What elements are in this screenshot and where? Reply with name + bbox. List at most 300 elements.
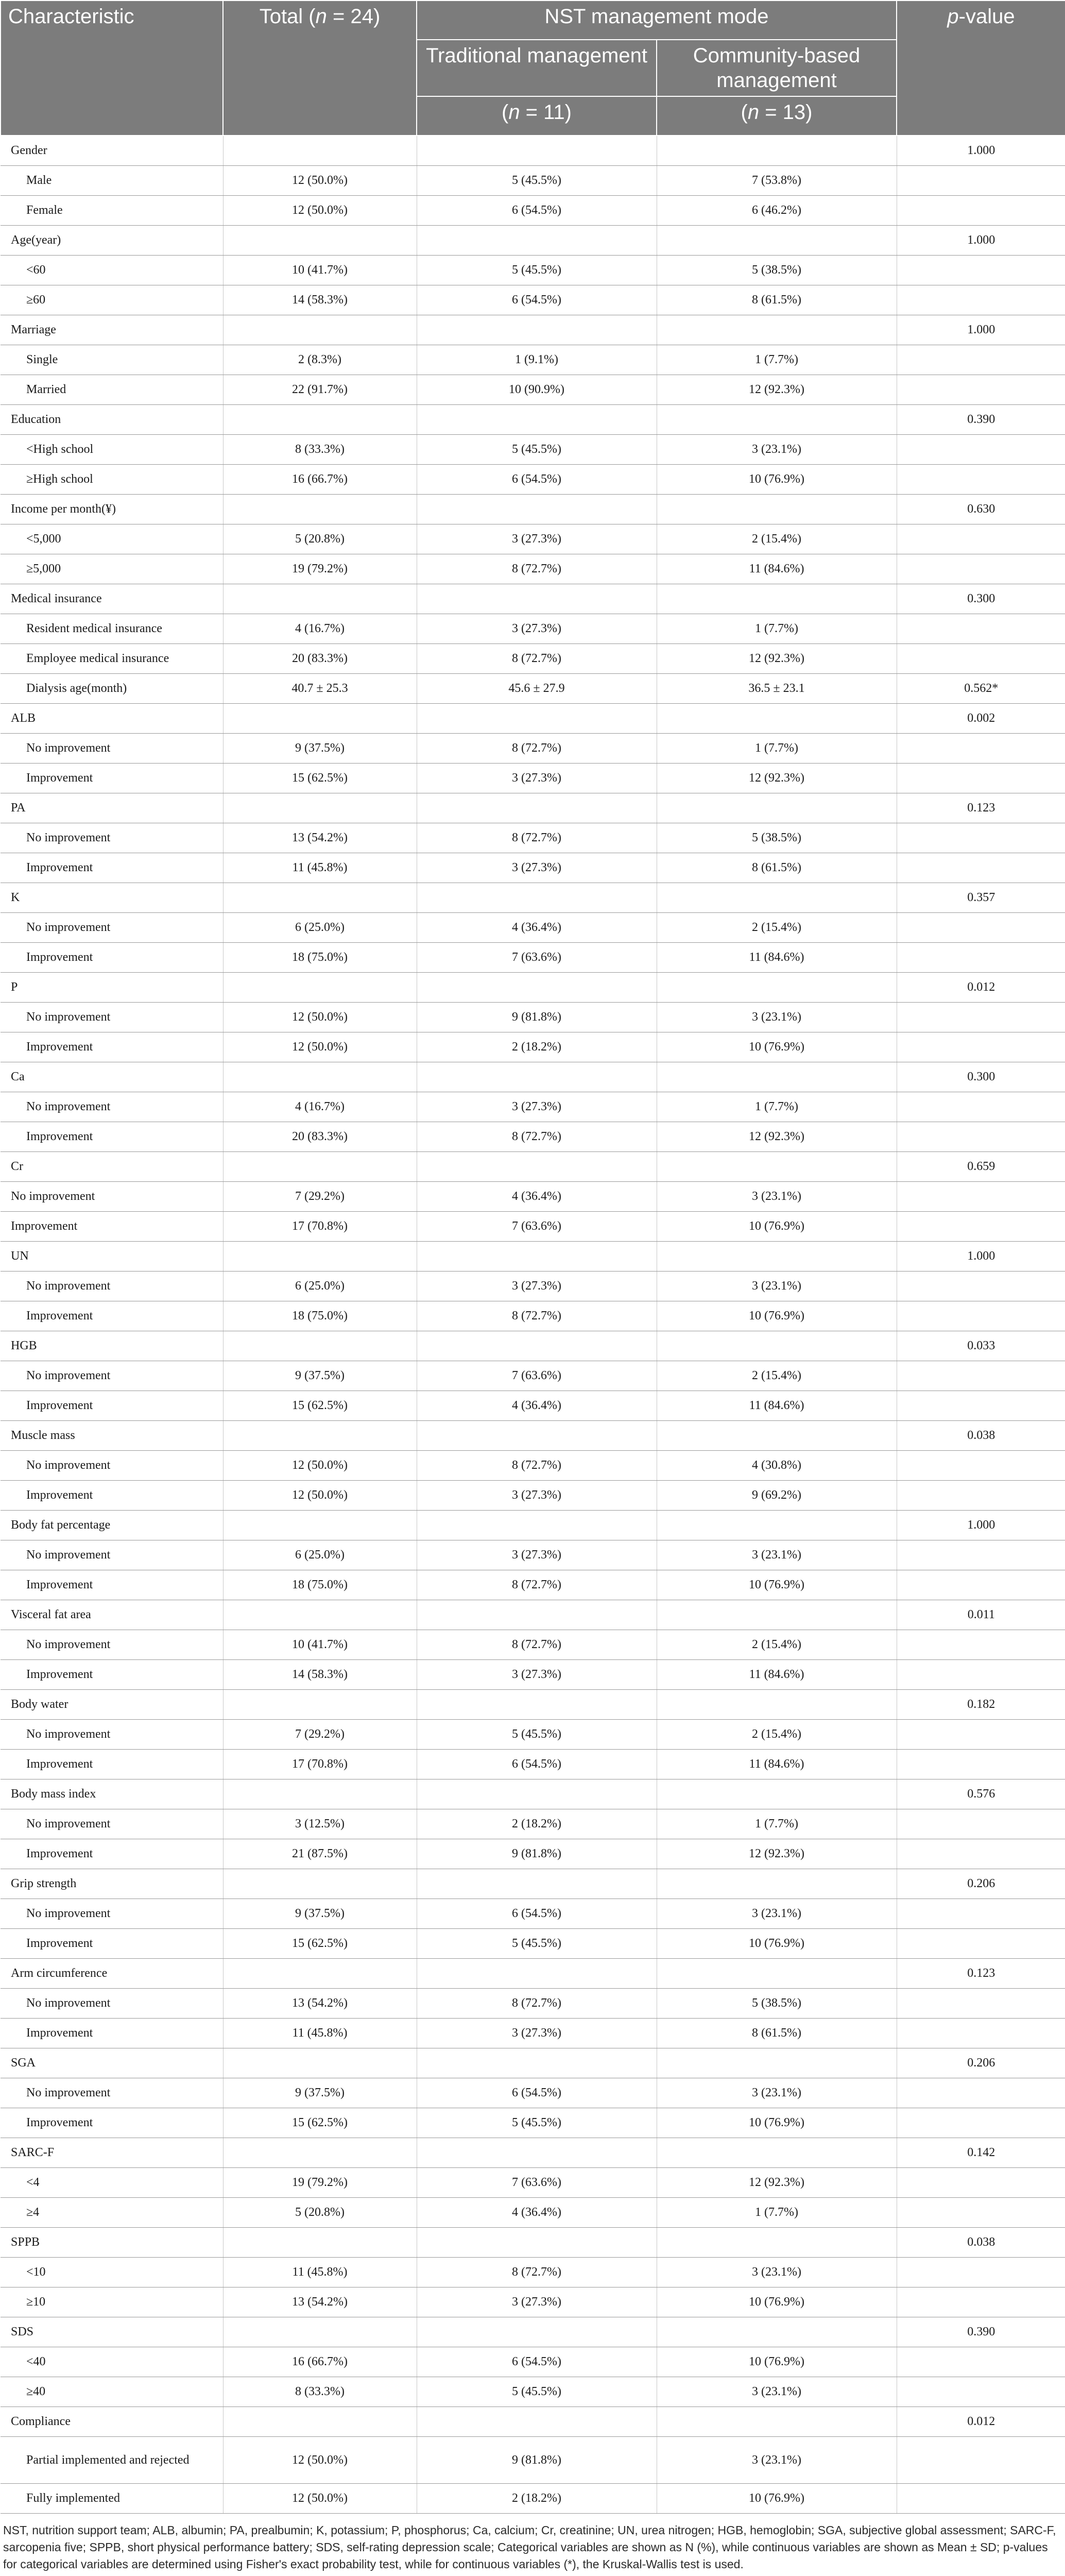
total-cell: 7 (29.2%)	[223, 1720, 417, 1750]
p-value-cell	[897, 196, 1065, 226]
table-row	[1, 1570, 1065, 1600]
p-value-cell	[897, 1660, 1065, 1690]
community-cell: 3 (23.1%)	[657, 1272, 897, 1301]
p-value-cell: 0.357	[897, 883, 1065, 913]
traditional-cell	[417, 1869, 657, 1899]
traditional-cell	[417, 495, 657, 524]
total-cell: 14 (58.3%)	[223, 285, 417, 315]
community-cell: 11 (84.6%)	[657, 1391, 897, 1421]
table-row	[1, 2048, 1065, 2078]
p-value-cell: 0.002	[897, 704, 1065, 734]
table-row	[1, 734, 1065, 764]
total-cell: 20 (83.3%)	[223, 644, 417, 674]
p-value-cell	[897, 1989, 1065, 2019]
table-row	[1, 1481, 1065, 1511]
traditional-cell: 7 (63.6%)	[417, 943, 657, 973]
community-cell	[657, 1511, 897, 1540]
traditional-cell: 7 (63.6%)	[417, 1361, 657, 1391]
table-row	[1, 1242, 1065, 1272]
traditional-cell: 8 (72.7%)	[417, 1301, 657, 1331]
table-row	[1, 1122, 1065, 1152]
p-value-cell	[897, 614, 1065, 644]
total-cell	[223, 2138, 417, 2168]
p-value-cell	[897, 1570, 1065, 1600]
row-label-cell: Body water	[1, 1690, 223, 1720]
community-cell	[657, 2228, 897, 2258]
community-cell: 2 (15.4%)	[657, 1720, 897, 1750]
traditional-cell	[417, 2138, 657, 2168]
table-row	[1, 704, 1065, 734]
p-value-cell	[897, 2287, 1065, 2317]
p-value-cell	[897, 465, 1065, 495]
p-value-cell: 0.033	[897, 1331, 1065, 1361]
traditional-cell	[417, 135, 657, 166]
row-label-cell: Improvement	[1, 1929, 223, 1959]
total-cell	[223, 973, 417, 1003]
traditional-cell: 8 (72.7%)	[417, 1630, 657, 1660]
p-value-cell	[897, 1092, 1065, 1122]
header-community-n: (n = 13)	[657, 96, 897, 135]
total-cell: 11 (45.8%)	[223, 2019, 417, 2048]
community-cell: 8 (61.5%)	[657, 853, 897, 883]
table-row	[1, 2078, 1065, 2108]
traditional-cell: 2 (18.2%)	[417, 1809, 657, 1839]
row-label-cell: Improvement	[1, 1301, 223, 1331]
p-value-cell: 0.011	[897, 1600, 1065, 1630]
p-value-cell: 1.000	[897, 1242, 1065, 1272]
community-cell: 2 (15.4%)	[657, 1361, 897, 1391]
community-cell: 8 (61.5%)	[657, 285, 897, 315]
community-cell: 10 (76.9%)	[657, 1929, 897, 1959]
traditional-cell: 3 (27.3%)	[417, 1540, 657, 1570]
community-cell	[657, 1062, 897, 1092]
total-cell	[223, 1959, 417, 1989]
row-label-cell: Medical insurance	[1, 584, 223, 614]
total-cell: 12 (50.0%)	[223, 196, 417, 226]
traditional-cell: 8 (72.7%)	[417, 823, 657, 853]
total-cell	[223, 315, 417, 345]
p-value-cell	[897, 524, 1065, 554]
community-cell: 10 (76.9%)	[657, 1301, 897, 1331]
traditional-cell: 2 (18.2%)	[417, 2484, 657, 2514]
p-value-cell	[897, 1122, 1065, 1152]
p-value-cell	[897, 1720, 1065, 1750]
p-value-cell	[897, 1839, 1065, 1869]
p-value-cell	[897, 2377, 1065, 2407]
row-label-cell: <4	[1, 2168, 223, 2198]
community-cell: 4 (30.8%)	[657, 1451, 897, 1481]
community-cell: 3 (23.1%)	[657, 1540, 897, 1570]
community-cell	[657, 2138, 897, 2168]
community-cell: 36.5 ± 23.1	[657, 674, 897, 704]
traditional-cell	[417, 1780, 657, 1809]
p-value-cell: 1.000	[897, 135, 1065, 166]
total-cell: 4 (16.7%)	[223, 614, 417, 644]
p-value-cell: 0.659	[897, 1152, 1065, 1182]
table-row	[1, 2019, 1065, 2048]
traditional-cell: 3 (27.3%)	[417, 764, 657, 793]
p-value-cell	[897, 823, 1065, 853]
community-cell: 10 (76.9%)	[657, 2484, 897, 2514]
community-cell	[657, 793, 897, 823]
community-cell: 1 (7.7%)	[657, 734, 897, 764]
row-label-cell: Improvement	[1, 1212, 223, 1242]
table-row	[1, 2258, 1065, 2287]
row-label-cell: No improvement	[1, 1092, 223, 1122]
total-cell: 3 (12.5%)	[223, 1809, 417, 1839]
total-cell: 6 (25.0%)	[223, 1272, 417, 1301]
p-value-cell	[897, 2168, 1065, 2198]
traditional-cell	[417, 973, 657, 1003]
community-cell	[657, 135, 897, 166]
total-cell	[223, 1421, 417, 1451]
traditional-cell: 3 (27.3%)	[417, 1272, 657, 1301]
total-cell: 10 (41.7%)	[223, 1630, 417, 1660]
row-label-cell: Improvement	[1, 764, 223, 793]
traditional-cell: 8 (72.7%)	[417, 644, 657, 674]
traditional-cell	[417, 1600, 657, 1630]
p-value-cell	[897, 1032, 1065, 1062]
community-cell: 2 (15.4%)	[657, 524, 897, 554]
community-cell	[657, 226, 897, 256]
traditional-cell: 6 (54.5%)	[417, 1750, 657, 1780]
table-row	[1, 1989, 1065, 2019]
community-cell: 3 (23.1%)	[657, 1003, 897, 1032]
row-label-cell: Education	[1, 405, 223, 435]
p-value-cell: 0.206	[897, 2048, 1065, 2078]
table-row	[1, 166, 1065, 196]
p-value-cell	[897, 1481, 1065, 1511]
row-label-cell: <5,000	[1, 524, 223, 554]
community-cell: 3 (23.1%)	[657, 1182, 897, 1212]
table-row	[1, 495, 1065, 524]
community-cell: 3 (23.1%)	[657, 435, 897, 465]
total-cell: 9 (37.5%)	[223, 2078, 417, 2108]
community-cell: 2 (15.4%)	[657, 1630, 897, 1660]
community-cell: 10 (76.9%)	[657, 2347, 897, 2377]
p-value-cell	[897, 2198, 1065, 2228]
community-cell	[657, 883, 897, 913]
community-cell: 1 (7.7%)	[657, 1809, 897, 1839]
table-row	[1, 2138, 1065, 2168]
table-row	[1, 405, 1065, 435]
row-label-cell: Compliance	[1, 2407, 223, 2437]
p-value-cell	[897, 1899, 1065, 1929]
row-label-cell: ALB	[1, 704, 223, 734]
traditional-cell: 6 (54.5%)	[417, 1899, 657, 1929]
traditional-cell: 3 (27.3%)	[417, 2287, 657, 2317]
table-row	[1, 1331, 1065, 1361]
p-value-cell	[897, 913, 1065, 943]
total-cell: 2 (8.3%)	[223, 345, 417, 375]
row-label-cell: Improvement	[1, 1481, 223, 1511]
p-value-cell	[897, 1750, 1065, 1780]
row-label-cell: Improvement	[1, 1391, 223, 1421]
community-cell: 10 (76.9%)	[657, 2287, 897, 2317]
traditional-cell	[417, 226, 657, 256]
p-value-cell	[897, 1212, 1065, 1242]
table-row	[1, 1361, 1065, 1391]
header-community: Community-based management	[657, 40, 897, 96]
traditional-cell: 7 (63.6%)	[417, 2168, 657, 2198]
traditional-cell: 5 (45.5%)	[417, 256, 657, 285]
traditional-cell: 3 (27.3%)	[417, 1481, 657, 1511]
row-label-cell: SGA	[1, 2048, 223, 2078]
total-cell: 13 (54.2%)	[223, 823, 417, 853]
traditional-cell	[417, 315, 657, 345]
table-row	[1, 226, 1065, 256]
header-traditional: Traditional management	[417, 40, 657, 96]
table-row	[1, 764, 1065, 793]
row-label-cell: Improvement	[1, 853, 223, 883]
traditional-cell: 8 (72.7%)	[417, 1122, 657, 1152]
table-row	[1, 1780, 1065, 1809]
community-cell	[657, 584, 897, 614]
table-row	[1, 1062, 1065, 1092]
p-value-cell	[897, 2347, 1065, 2377]
traditional-cell	[417, 704, 657, 734]
community-cell: 5 (38.5%)	[657, 823, 897, 853]
community-cell	[657, 2407, 897, 2437]
total-cell	[223, 1152, 417, 1182]
p-value-cell	[897, 345, 1065, 375]
row-label-cell: SPPB	[1, 2228, 223, 2258]
row-label-cell: No improvement	[1, 1003, 223, 1032]
row-label-cell: Male	[1, 166, 223, 196]
traditional-cell: 4 (36.4%)	[417, 2198, 657, 2228]
row-label-cell: ≥60	[1, 285, 223, 315]
traditional-cell: 9 (81.8%)	[417, 1839, 657, 1869]
p-value-cell	[897, 853, 1065, 883]
row-label-cell: ≥5,000	[1, 554, 223, 584]
community-cell	[657, 1331, 897, 1361]
community-cell: 11 (84.6%)	[657, 943, 897, 973]
community-cell: 10 (76.9%)	[657, 1212, 897, 1242]
table-footnote: NST, nutrition support team; ALB, albumin; PA, prealbumin; K, potassium; P, phosphorus; Ca, calcium; Cr, creatinine; UN, urea nitrogen; HGB, hemoglobin; SGA, subjective global assessment; SARC-F, sarcopenia five; SPPB, short physical performance battery; SDS, self-rating depression scale; Categorical variables are shown as N (%), while continuous variables are shown as Mean ± SD; p-values for categorical variables are determined using Fisher's exact probability test, while for continuous variables (*), the Kruskal-Wallis test is used.	[3, 2523, 1056, 2571]
community-cell	[657, 315, 897, 345]
table-row	[1, 1421, 1065, 1451]
table-row	[1, 2108, 1065, 2138]
traditional-cell: 3 (27.3%)	[417, 1092, 657, 1122]
p-value-cell	[897, 1003, 1065, 1032]
row-label-cell: Muscle mass	[1, 1421, 223, 1451]
row-label-cell: SARC-F	[1, 2138, 223, 2168]
traditional-cell: 4 (36.4%)	[417, 1391, 657, 1421]
table-row	[1, 285, 1065, 315]
traditional-cell	[417, 2407, 657, 2437]
table-row	[1, 1301, 1065, 1331]
table-row	[1, 2377, 1065, 2407]
table-row	[1, 853, 1065, 883]
row-label-cell: Married	[1, 375, 223, 405]
total-cell: 12 (50.0%)	[223, 2437, 417, 2484]
row-label-cell: Improvement	[1, 1570, 223, 1600]
p-value-cell: 0.576	[897, 1780, 1065, 1809]
community-cell: 11 (84.6%)	[657, 554, 897, 584]
community-cell: 11 (84.6%)	[657, 1660, 897, 1690]
p-value-cell: 0.182	[897, 1690, 1065, 1720]
total-cell: 6 (25.0%)	[223, 913, 417, 943]
row-label-cell: Improvement	[1, 2019, 223, 2048]
row-label-cell: SDS	[1, 2317, 223, 2347]
traditional-cell: 8 (72.7%)	[417, 1570, 657, 1600]
table-row	[1, 1182, 1065, 1212]
row-label-cell: No improvement	[1, 1630, 223, 1660]
community-cell	[657, 1780, 897, 1809]
row-label-cell: PA	[1, 793, 223, 823]
table-row	[1, 1600, 1065, 1630]
p-value-cell	[897, 554, 1065, 584]
row-label-cell: <High school	[1, 435, 223, 465]
community-cell: 12 (92.3%)	[657, 764, 897, 793]
header-traditional-n: (n = 11)	[417, 96, 657, 135]
traditional-cell	[417, 1959, 657, 1989]
table-row	[1, 674, 1065, 704]
p-value-cell: 0.390	[897, 2317, 1065, 2347]
community-cell: 5 (38.5%)	[657, 1989, 897, 2019]
total-cell: 15 (62.5%)	[223, 764, 417, 793]
row-label-cell: No improvement	[1, 1361, 223, 1391]
table-row	[1, 1272, 1065, 1301]
community-cell	[657, 1959, 897, 1989]
traditional-cell: 1 (9.1%)	[417, 345, 657, 375]
row-label-cell: Resident medical insurance	[1, 614, 223, 644]
community-cell: 1 (7.7%)	[657, 2198, 897, 2228]
row-label-cell: Fully implemented	[1, 2484, 223, 2514]
community-cell: 11 (84.6%)	[657, 1750, 897, 1780]
traditional-cell: 5 (45.5%)	[417, 166, 657, 196]
community-cell: 3 (23.1%)	[657, 2258, 897, 2287]
header-nst-mode: NST management mode	[417, 1, 897, 40]
row-label-cell: No improvement	[1, 1182, 223, 1212]
p-value-cell: 0.206	[897, 1869, 1065, 1899]
p-value-cell	[897, 1301, 1065, 1331]
community-cell: 12 (92.3%)	[657, 2168, 897, 2198]
traditional-cell: 6 (54.5%)	[417, 285, 657, 315]
p-value-cell	[897, 1361, 1065, 1391]
total-cell: 18 (75.0%)	[223, 1301, 417, 1331]
table-row	[1, 883, 1065, 913]
row-label-cell: Improvement	[1, 1122, 223, 1152]
community-cell: 1 (7.7%)	[657, 1092, 897, 1122]
row-label-cell: Body fat percentage	[1, 1511, 223, 1540]
row-label-cell: Improvement	[1, 1660, 223, 1690]
total-cell: 9 (37.5%)	[223, 1899, 417, 1929]
row-label-cell: P	[1, 973, 223, 1003]
p-value-cell	[897, 1630, 1065, 1660]
traditional-cell: 5 (45.5%)	[417, 2108, 657, 2138]
traditional-cell	[417, 1421, 657, 1451]
table-row	[1, 2437, 1065, 2484]
table-row	[1, 584, 1065, 614]
traditional-cell	[417, 1331, 657, 1361]
total-cell	[223, 135, 417, 166]
p-value-cell	[897, 2437, 1065, 2484]
traditional-cell: 3 (27.3%)	[417, 524, 657, 554]
total-cell: 12 (50.0%)	[223, 1003, 417, 1032]
total-cell: 19 (79.2%)	[223, 2168, 417, 2198]
total-cell	[223, 2407, 417, 2437]
traditional-cell: 3 (27.3%)	[417, 1660, 657, 1690]
community-cell: 3 (23.1%)	[657, 2377, 897, 2407]
p-value-cell: 0.123	[897, 1959, 1065, 1989]
traditional-cell: 6 (54.5%)	[417, 2347, 657, 2377]
row-label-cell: UN	[1, 1242, 223, 1272]
total-cell	[223, 2228, 417, 2258]
traditional-cell: 8 (72.7%)	[417, 1989, 657, 2019]
traditional-cell: 9 (81.8%)	[417, 1003, 657, 1032]
total-cell: 19 (79.2%)	[223, 554, 417, 584]
total-cell	[223, 405, 417, 435]
row-label-cell: Marriage	[1, 315, 223, 345]
p-value-cell	[897, 644, 1065, 674]
table-row	[1, 435, 1065, 465]
traditional-cell: 5 (45.5%)	[417, 1929, 657, 1959]
table-row	[1, 2317, 1065, 2347]
table-body	[1, 135, 1065, 2514]
total-cell: 17 (70.8%)	[223, 1212, 417, 1242]
traditional-cell: 6 (54.5%)	[417, 2078, 657, 2108]
row-label-cell: Visceral fat area	[1, 1600, 223, 1630]
table-row	[1, 973, 1065, 1003]
row-label-cell: K	[1, 883, 223, 913]
total-cell	[223, 883, 417, 913]
row-label-cell: No improvement	[1, 1451, 223, 1481]
p-value-cell: 0.562*	[897, 674, 1065, 704]
table-row	[1, 196, 1065, 226]
table-row	[1, 315, 1065, 345]
traditional-cell: 4 (36.4%)	[417, 1182, 657, 1212]
table-row	[1, 1003, 1065, 1032]
row-label-cell: Grip strength	[1, 1869, 223, 1899]
total-cell: 7 (29.2%)	[223, 1182, 417, 1212]
p-value-cell	[897, 1391, 1065, 1421]
community-cell	[657, 1421, 897, 1451]
table-row	[1, 1690, 1065, 1720]
p-value-cell: 0.038	[897, 2228, 1065, 2258]
row-label-cell: Improvement	[1, 2108, 223, 2138]
row-label-cell: Single	[1, 345, 223, 375]
p-value-cell: 0.142	[897, 2138, 1065, 2168]
row-label-cell: HGB	[1, 1331, 223, 1361]
community-cell: 1 (7.7%)	[657, 614, 897, 644]
total-cell: 5 (20.8%)	[223, 2198, 417, 2228]
total-cell	[223, 1690, 417, 1720]
total-cell	[223, 1600, 417, 1630]
p-value-cell	[897, 943, 1065, 973]
row-label-cell: ≥4	[1, 2198, 223, 2228]
row-label-cell: ≥High school	[1, 465, 223, 495]
table-row	[1, 2407, 1065, 2437]
total-cell	[223, 1242, 417, 1272]
row-label-cell: Improvement	[1, 1032, 223, 1062]
p-value-cell	[897, 435, 1065, 465]
table-row	[1, 943, 1065, 973]
table-row	[1, 1451, 1065, 1481]
traditional-cell: 10 (90.9%)	[417, 375, 657, 405]
community-cell: 2 (15.4%)	[657, 913, 897, 943]
community-cell	[657, 2317, 897, 2347]
p-value-cell: 1.000	[897, 226, 1065, 256]
traditional-cell: 8 (72.7%)	[417, 554, 657, 584]
table-row	[1, 1540, 1065, 1570]
total-cell	[223, 1331, 417, 1361]
community-cell: 9 (69.2%)	[657, 1481, 897, 1511]
table-row	[1, 1391, 1065, 1421]
row-label-cell: Partial implemented and rejected	[1, 2437, 223, 2484]
row-label-cell: Improvement	[1, 1839, 223, 1869]
row-label-cell: No improvement	[1, 2078, 223, 2108]
